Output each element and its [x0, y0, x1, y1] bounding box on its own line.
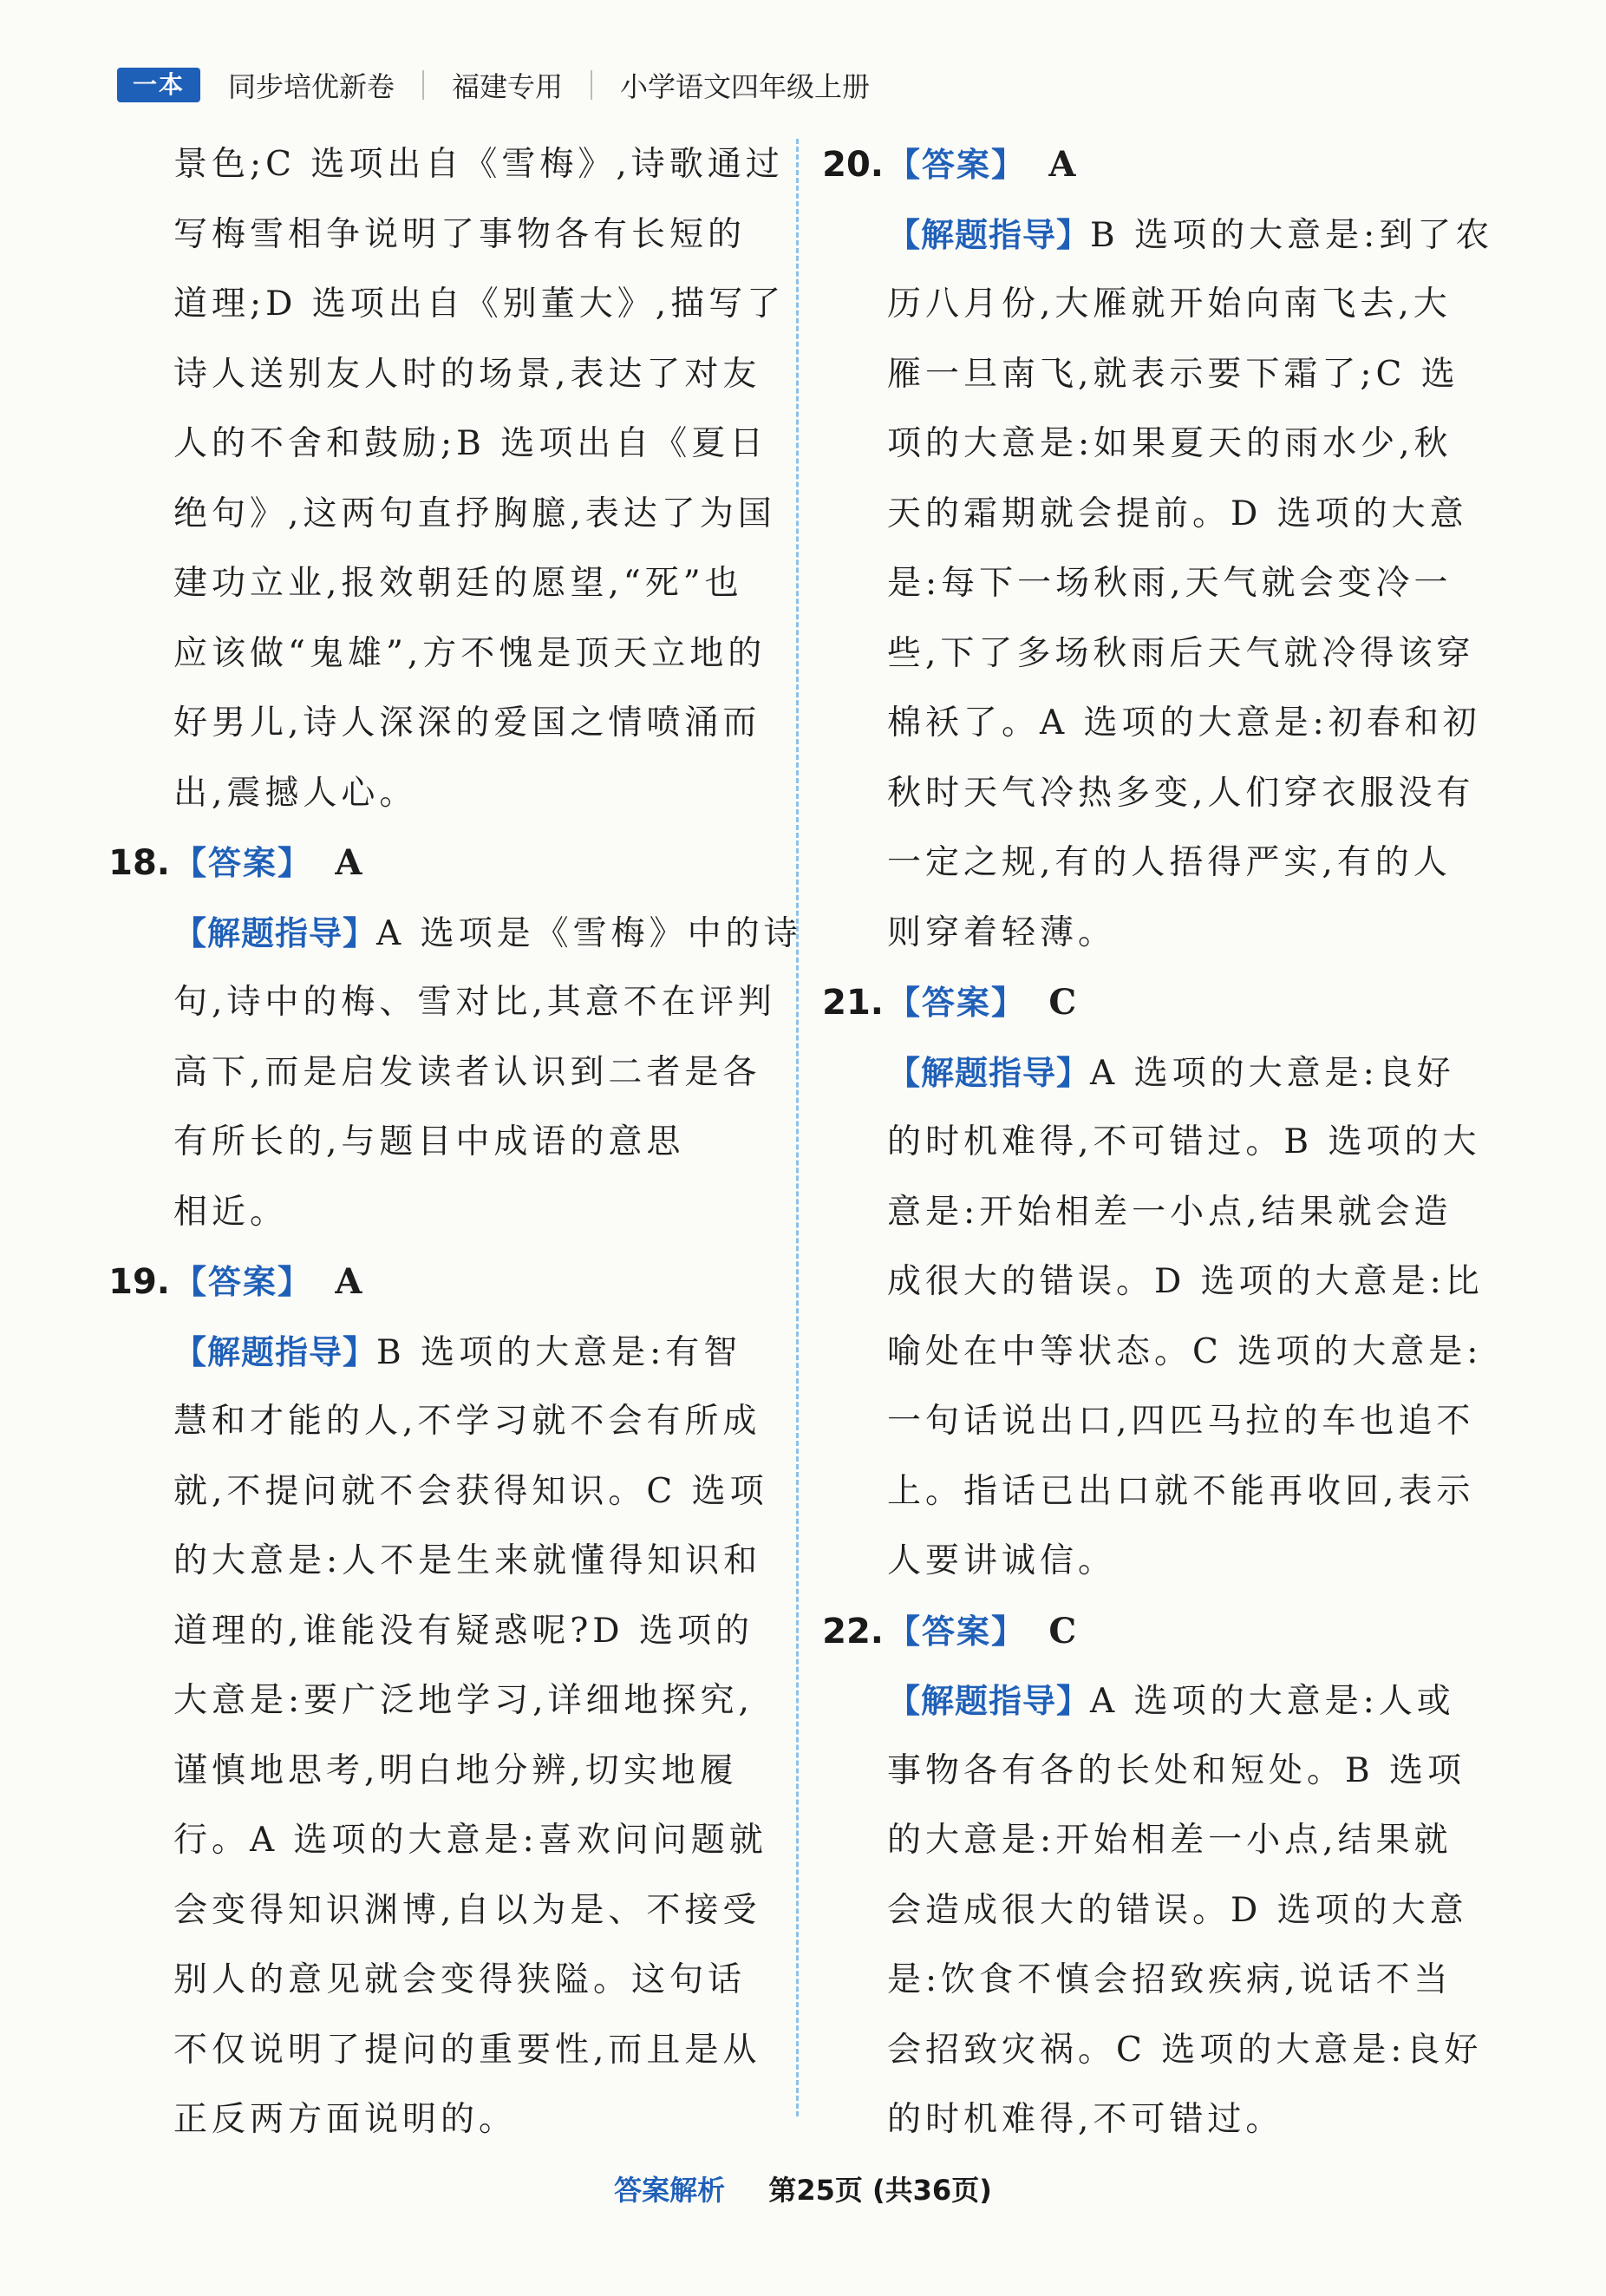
text-line: 的时机难得,不可错过。B 选项的大: [887, 1122, 1481, 1161]
guide-label: 【解题指导】: [887, 1053, 1091, 1092]
page-footer: [0, 2168, 1606, 2208]
text-line: 则穿着轻薄。: [887, 913, 1117, 952]
page-header: [117, 62, 870, 108]
question-number: 22.: [822, 1611, 884, 1652]
guide-text: A 选项的大意是:良好: [1090, 1053, 1455, 1093]
answer-line: [822, 130, 1500, 200]
text-line: 谨慎地思考,明白地分辨,切实地履: [173, 1750, 738, 1790]
text-line: 出,震撼人心。: [173, 773, 418, 813]
section-label: 答案解析: [614, 2174, 726, 2207]
text-line: 些,下了多场秋雨后天气就冷得该穿: [887, 633, 1475, 673]
text-line: [887, 200, 1500, 271]
guide-text: A 选项的大意是:人或: [1090, 1682, 1455, 1721]
text-line: 诗人送别友人时的场景,表达了对友: [173, 354, 761, 394]
text-line: 道理的,谁能没有疑惑呢?D 选项的: [173, 1611, 754, 1651]
text-line: 道理;D 选项出自《别董大》,描写了: [173, 285, 786, 324]
text-line: 相近。: [173, 1192, 289, 1232]
text-line: [887, 1666, 1500, 1737]
guide-label: 【解题指导】: [173, 1332, 377, 1371]
text-line: 会招致灾祸。C 选项的大意是:良好: [887, 2030, 1483, 2070]
answer-label: 【答案】: [887, 1612, 1027, 1651]
question-number: 21.: [822, 983, 884, 1023]
answer-value: C: [1048, 982, 1077, 1023]
text-line: 意是:开始相差一小点,结果就会造: [887, 1192, 1453, 1232]
text-line: 项的大意是:如果夏天的雨水少,秋: [887, 424, 1453, 463]
text-line: 慧和才能的人,不学习就不会有所成: [173, 1402, 761, 1441]
question-18: [104, 828, 802, 1247]
text-line: 雁一旦南飞,就表示要下霜了;C 选: [887, 354, 1459, 394]
text-line: 人的不舍和鼓励;B 选项出自《夏日: [173, 424, 768, 463]
answer-value: A: [335, 842, 362, 883]
question-20: [822, 130, 1500, 968]
text-line: 就,不提问就不会获得知识。C 选项: [173, 1471, 768, 1511]
header-separator: [591, 70, 592, 100]
left-column: [104, 130, 802, 2155]
text-line: 好男儿,诗人深深的爱国之情喷涌而: [173, 703, 761, 742]
text-line: 上。指话已出口就不能再收回,表示: [887, 1471, 1475, 1511]
answer-value: C: [1048, 1610, 1077, 1652]
text-line: 不仅说明了提问的重要性,而且是从: [173, 2030, 761, 2070]
guide-text: A 选项是《雪梅》中的诗: [376, 913, 802, 953]
text-line: 会变得知识渊博,自以为是、不接受: [173, 1890, 761, 1930]
question-21: [822, 968, 1500, 1597]
text-line: 棉袄了。A 选项的大意是:初春和初: [887, 703, 1481, 742]
continued-explanation: [104, 130, 785, 828]
question-number: 20.: [822, 145, 884, 185]
page-number: 第25页 (共36页): [768, 2174, 992, 2207]
answer-value: A: [1048, 144, 1076, 185]
text-line: 会造成很大的错误。D 选项的大意: [887, 1890, 1468, 1930]
text-line: 写梅雪相争说明了事物各有长短的: [173, 214, 747, 254]
text-line: 的大意是:开始相差一小点,结果就: [887, 1821, 1453, 1860]
text-line: 景色;C 选项出自《雪梅》,诗歌通过: [173, 145, 784, 184]
text-line: 有所长的,与题目中成语的意思: [173, 1122, 685, 1161]
answer-label: 【答案】: [173, 844, 313, 882]
header-separator: [422, 70, 424, 100]
answer-line: [108, 828, 785, 899]
text-line: 行。A 选项的大意是:喜欢问问题就: [173, 1821, 767, 1860]
question-22: [822, 1597, 1500, 2155]
answer-label: 【答案】: [887, 146, 1027, 184]
column-divider: [796, 139, 799, 2116]
text-line: 人要讲诚信。: [887, 1541, 1117, 1580]
text-line: 一句话说出口,四匹马拉的车也追不: [887, 1402, 1475, 1441]
text-line: 正反两方面说明的。: [173, 2100, 518, 2139]
text-line: 应该做“鬼雄”,方不愧是顶天立地的: [173, 633, 767, 673]
text-line: 句,诗中的梅、雪对比,其意不在评判: [173, 983, 776, 1022]
answer-value: A: [335, 1261, 362, 1302]
answer-line: [108, 1247, 785, 1318]
text-line: 是:每下一场秋雨,天气就会变冷一: [887, 564, 1453, 603]
text-line: 是:饮食不慎会招致疾病,说话不当: [887, 1960, 1453, 1999]
text-line: 成很大的错误。D 选项的大意是:比: [887, 1262, 1484, 1301]
text-line: 事物各有各的长处和短处。B 选项: [887, 1750, 1466, 1790]
guide-text: B 选项的大意是:有智: [376, 1332, 742, 1372]
text-line: 建功立业,报效朝廷的愿望,“死”也: [173, 564, 743, 603]
subject-label: 小学语文四年级上册: [620, 70, 871, 103]
question-number: 18.: [108, 843, 170, 883]
answer-label: 【答案】: [173, 1263, 313, 1301]
answer-line: [822, 968, 1500, 1038]
question-number: 19.: [108, 1262, 170, 1302]
answer-line: [822, 1597, 1500, 1667]
text-line: 天的霜期就会提前。D 选项的大意: [887, 494, 1468, 533]
text-line: 大意是:要广泛地学习,详细地探究,: [173, 1681, 754, 1720]
answer-label: 【答案】: [887, 984, 1027, 1022]
text-line: 秋时天气冷热多变,人们穿衣服没有: [887, 773, 1475, 813]
guide-label: 【解题指导】: [887, 215, 1091, 254]
text-line: 绝句》,这两句直抒胸臆,表达了为国: [173, 494, 776, 533]
text-line: 别人的意见就会变得狭隘。这句话: [173, 1960, 747, 1999]
right-column: [822, 130, 1500, 2155]
text-line: 历八月份,大雁就开始向南飞去,大: [887, 285, 1452, 324]
text-line: [173, 1318, 785, 1388]
series-title: 同步培优新卷: [228, 70, 395, 103]
text-line: 高下,而是启发读者认识到二者是各: [173, 1052, 761, 1092]
guide-label: 【解题指导】: [173, 913, 377, 952]
guide-text: B 选项的大意是:到了农: [1090, 215, 1494, 255]
text-line: 的大意是:人不是生来就懂得知识和: [173, 1541, 762, 1580]
question-19: [104, 1247, 785, 2155]
text-line: [173, 899, 802, 969]
text-line: 一定之规,有的人捂得严实,有的人: [887, 843, 1452, 882]
region-label: 福建专用: [452, 70, 564, 103]
guide-label: 【解题指导】: [887, 1682, 1091, 1720]
text-line: 喻处在中等状态。C 选项的大意是:: [887, 1331, 1483, 1371]
text-line: 的时机难得,不可错过。: [887, 2100, 1284, 2139]
brand-logo: 一本: [117, 68, 200, 102]
text-line: [887, 1038, 1500, 1109]
